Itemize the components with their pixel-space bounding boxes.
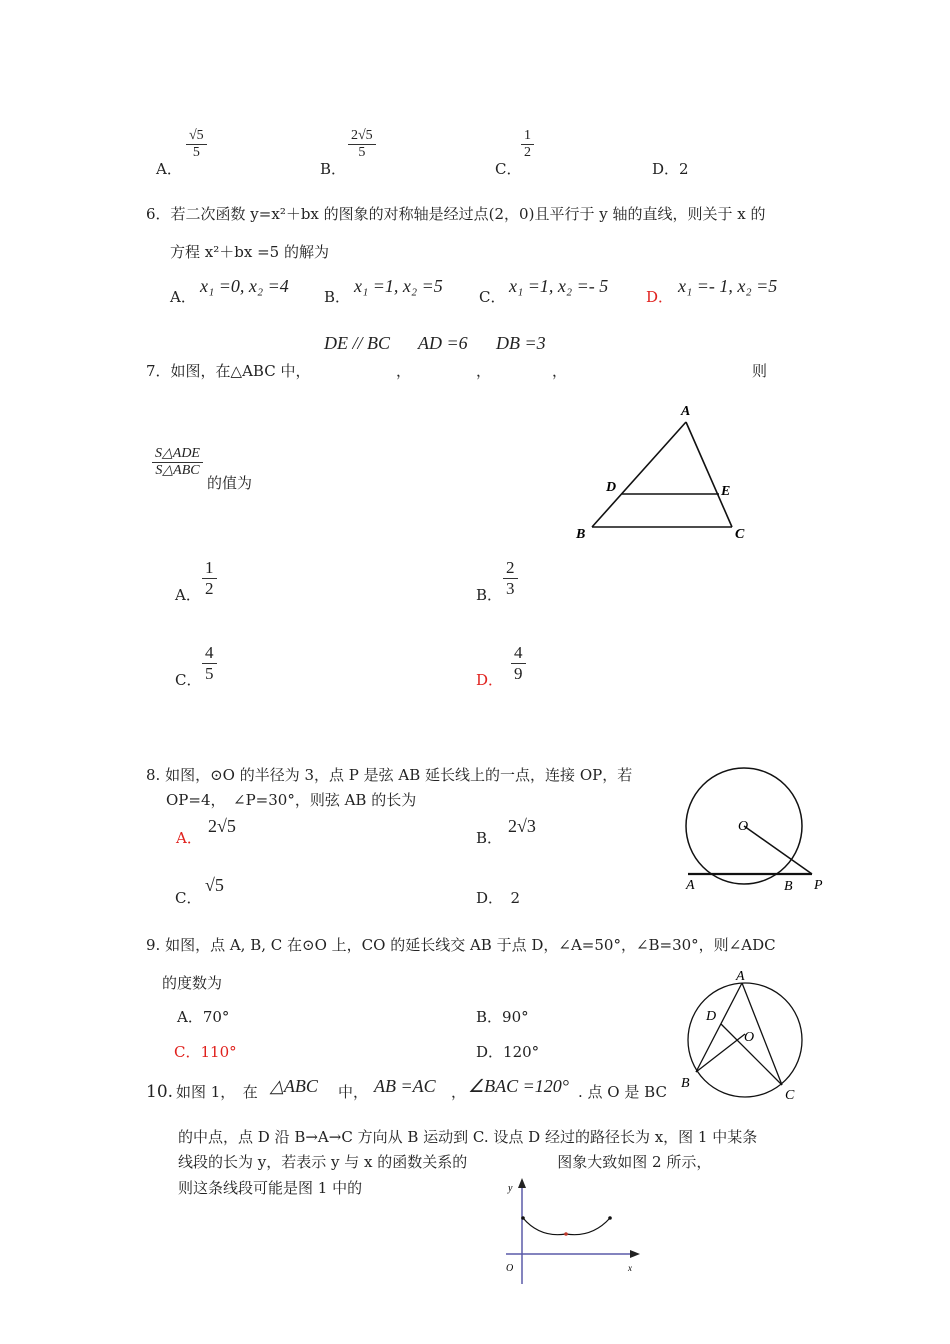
q10-y-axis-arrow xyxy=(518,1178,526,1188)
q7-c-numerator: 4 xyxy=(202,643,217,664)
q8-circle-figure xyxy=(680,760,830,895)
q9-label-d: D xyxy=(706,1009,717,1024)
q6-option-c-value: x₁ =1, x₂ =- 5 xyxy=(509,276,609,296)
q9-label-a: A xyxy=(736,969,745,984)
q7-area-ratio xyxy=(152,446,203,479)
q10-stem-line4: 则这条线段可能是图 1 中的 xyxy=(178,1179,363,1197)
q6-option-c-label: C． xyxy=(479,288,506,306)
q5-option-a-label: A． xyxy=(156,160,182,178)
q7-option-a-value xyxy=(202,558,217,598)
q7-a-numerator: 1 xyxy=(202,558,217,579)
q7-option-b-value xyxy=(503,558,518,598)
q7-side-ab xyxy=(592,422,686,527)
q6-option-d-value: x₁ =- 1, x₂ =5 xyxy=(678,276,778,296)
q10-stem-line3: 线段的长为 y，若表示 y 与 x 的函数关系的 图象大致如图 2 所示， xyxy=(178,1153,712,1171)
q8-label-a: A xyxy=(686,878,695,893)
q8-stem-line1: 8. 如图，⊙O 的半径为 3，点 P 是弦 AB 延长线上的一点，连接 OP，若 xyxy=(146,766,633,784)
q10-stem-mid: 中， xyxy=(338,1083,369,1101)
q10-stem-part1: 如图 1， 在 xyxy=(176,1083,258,1101)
q10-triangle: △ABC xyxy=(270,1076,318,1096)
q10-label-x: x xyxy=(628,1263,632,1273)
q7-a-denominator: 2 xyxy=(205,578,214,598)
q7-ratio-suffix: 的值为 xyxy=(207,474,253,492)
q7-b-numerator: 2 xyxy=(503,558,518,579)
q8-label-b: B xyxy=(784,879,793,894)
q9-segment-bo xyxy=(696,1034,745,1072)
q7-label-b: B xyxy=(576,527,586,540)
q5-b-numerator: 2√5 xyxy=(348,128,376,145)
q10-curve-end-point xyxy=(608,1216,612,1220)
q9-label-c: C xyxy=(785,1088,795,1103)
q9-label-o: O xyxy=(744,1030,755,1045)
q7-condition-parallel: DE // BC xyxy=(324,333,390,353)
q5-a-numerator: √5 xyxy=(186,128,207,145)
q7-ratio-numerator: S△ADE xyxy=(152,446,203,463)
q7-option-d-label: D． xyxy=(476,671,504,689)
q6-option-b-label: B． xyxy=(324,288,351,306)
q5-option-d: D．2 xyxy=(652,160,689,178)
q8-option-c-value: √5 xyxy=(205,875,224,895)
q10-stem-sep: ， xyxy=(451,1083,467,1101)
q7-stem-line1: 7．如图，在△ABC 中， xyxy=(146,362,311,380)
q10-stem-rest: . 点 O 是 BC xyxy=(578,1083,667,1101)
q9-label-b: B xyxy=(681,1076,690,1091)
q8-option-a-label: A． xyxy=(176,829,202,847)
q8-option-c-label: C． xyxy=(175,889,202,907)
q5-c-denominator: 2 xyxy=(524,145,531,161)
q10-label-origin: O xyxy=(506,1263,514,1274)
q10-number: 10. xyxy=(146,1082,174,1102)
q7-then: 则 xyxy=(752,362,768,380)
q8-label-p: P xyxy=(814,878,823,893)
q9-segment-ab xyxy=(696,983,742,1072)
q8-stem-line2: OP=4， ∠P=30°，则弦 AB 的长为 xyxy=(166,791,417,809)
q7-b-denominator: 3 xyxy=(506,578,515,598)
q10-equal-sides: AB =AC xyxy=(374,1076,436,1096)
q7-option-a-label: A． xyxy=(175,586,201,604)
q7-label-a: A xyxy=(681,404,691,419)
q9-circle-figure xyxy=(676,964,816,1104)
q7-condition-db: DB =3 xyxy=(496,333,546,353)
q7-label-e: E xyxy=(721,484,731,499)
q8-option-b-label: B． xyxy=(476,829,503,847)
q9-option-b: B．90° xyxy=(476,1008,529,1026)
q7-option-c-label: C． xyxy=(175,671,202,689)
q5-option-b-label: B． xyxy=(320,160,347,178)
q10-stem-line2: 的中点，点 D 沿 B→A→C 方向从 B 运动到 C. 设点 D 经过的路径长为 x，图 1 中某条 xyxy=(178,1128,758,1146)
q7-comma-3: ， xyxy=(552,362,568,380)
q7-ratio-denominator: S△ABC xyxy=(155,463,200,479)
q5-option-c-value xyxy=(521,128,534,161)
q6-option-d-label: D． xyxy=(646,288,674,306)
q5-option-a-value xyxy=(186,128,207,161)
q8-option-b-value: 2√3 xyxy=(508,816,536,836)
q7-option-c-value xyxy=(202,643,217,683)
q5-option-c-label: C． xyxy=(495,160,522,178)
q6-stem-line2: 方程 x²＋bx =5 的解为 xyxy=(170,243,329,261)
q7-label-c: C xyxy=(735,527,745,540)
q9-stem-line2: 的度数为 xyxy=(162,974,223,992)
q9-option-c: C．110° xyxy=(174,1043,237,1061)
q7-comma-1: ， xyxy=(396,362,412,380)
q10-label-y: y xyxy=(508,1183,513,1194)
q7-label-d: D xyxy=(606,480,617,495)
q9-stem-line1: 9. 如图，点 A, B, C 在⊙O 上，CO 的延长线交 AB 于点 D，∠A=50°，∠B=30°，则∠ADC xyxy=(146,936,776,954)
q6-stem-line1: 6．若二次函数 y=x²＋bx 的图象的对称轴是经过点(2，0)且平行于 y 轴的直线，则关于 x 的 xyxy=(146,205,766,223)
q5-option-b-value xyxy=(348,128,376,161)
q5-c-numerator: 1 xyxy=(521,128,534,145)
q7-triangle-figure xyxy=(570,400,750,540)
q10-curve xyxy=(523,1218,610,1235)
q10-angle-bac: ∠BAC =120° xyxy=(468,1076,569,1096)
q7-condition-ad: AD =6 xyxy=(418,333,468,353)
q9-option-a: A．70° xyxy=(177,1008,230,1026)
q7-option-b-label: B． xyxy=(476,586,503,604)
q6-option-b-value: x₁ =1, x₂ =5 xyxy=(354,276,443,296)
q7-c-denominator: 5 xyxy=(205,663,214,683)
q8-label-o: O xyxy=(738,819,749,834)
q8-option-a-value: 2√5 xyxy=(208,816,236,836)
q9-option-d: D．120° xyxy=(476,1043,540,1061)
q5-a-denominator: 5 xyxy=(192,145,200,161)
q10-curve-min-point xyxy=(564,1232,568,1236)
q5-b-denominator: 5 xyxy=(358,145,366,161)
q7-comma-2: ， xyxy=(476,362,492,380)
q8-option-d: D． 2 xyxy=(476,889,521,907)
q7-option-d-value xyxy=(511,643,526,683)
q10-x-axis-arrow xyxy=(630,1250,640,1258)
q6-option-a-label: A． xyxy=(170,288,196,306)
q10-curve-start-point xyxy=(521,1216,525,1220)
q6-option-a-value: x₁ =0, x₂ =4 xyxy=(200,276,289,296)
q7-d-numerator: 4 xyxy=(511,643,526,664)
q10-function-graph xyxy=(500,1176,650,1286)
q7-side-ac xyxy=(686,422,732,527)
q7-d-denominator: 9 xyxy=(514,663,523,683)
